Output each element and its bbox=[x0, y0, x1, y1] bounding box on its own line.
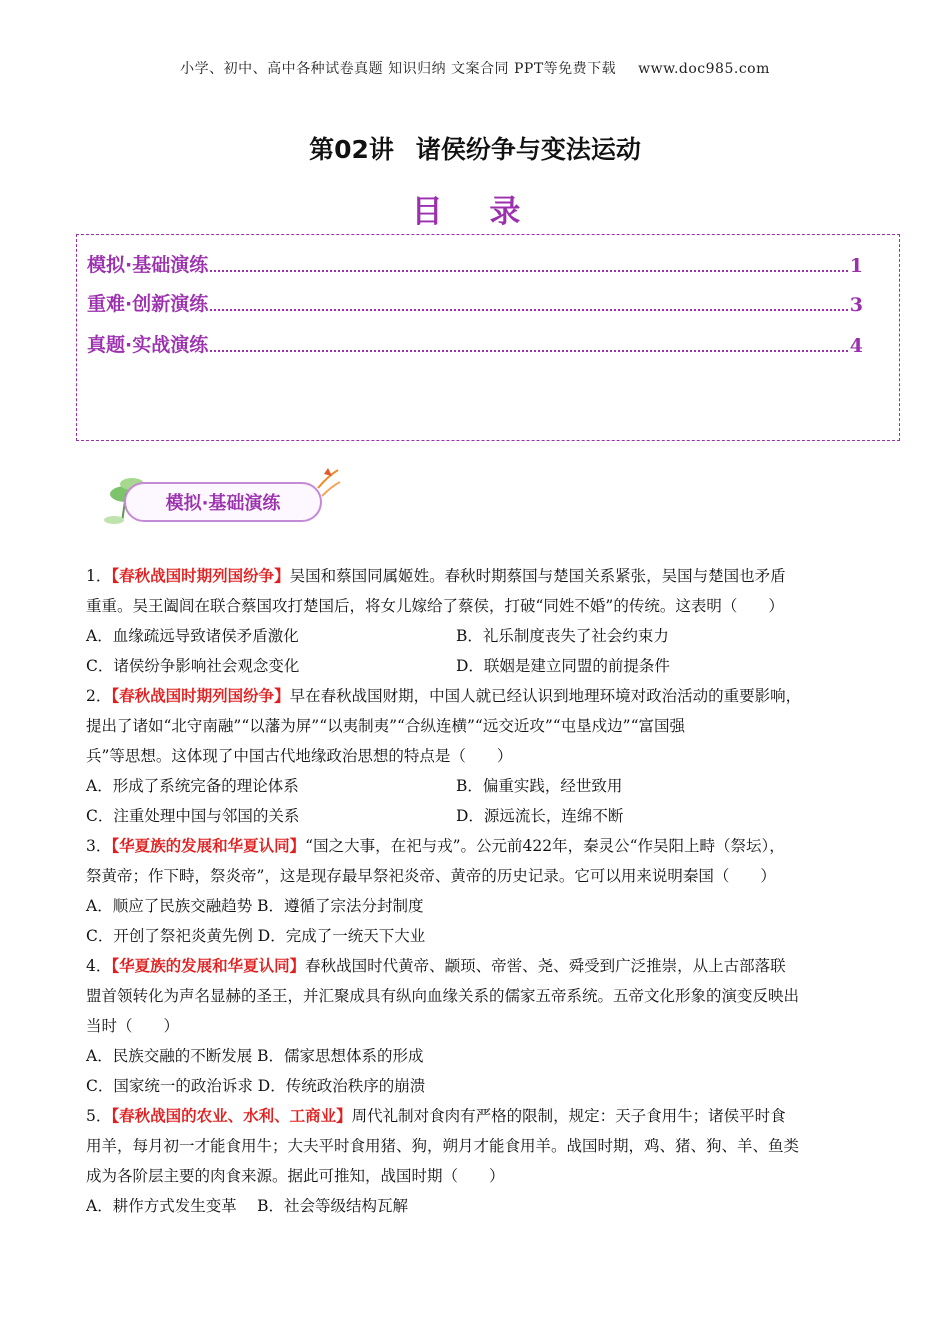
toc-item-label: 模拟·基础演练 bbox=[87, 254, 209, 276]
question-text: 周代礼制对食肉有严格的限制，规定：天子食用牛；诸侯平时食 bbox=[351, 1107, 786, 1125]
option-a-b[interactable]: A．耕作方式发生变革 B．社会等级结构瓦解 bbox=[86, 1197, 409, 1215]
option-row bbox=[86, 651, 876, 681]
option-c[interactable]: C．注重处理中国与邻国的关系 bbox=[86, 807, 300, 825]
question-line bbox=[86, 951, 876, 981]
question-topic-tag: 【华夏族的发展和华夏认同】 bbox=[111, 837, 306, 855]
option-row bbox=[86, 771, 876, 801]
option-row bbox=[86, 891, 876, 921]
question-number: 3． bbox=[86, 837, 112, 855]
option-row bbox=[86, 921, 876, 951]
question-topic-tag: 【春秋战国时期列国纷争】 bbox=[111, 687, 290, 705]
question-topic-tag: 【华夏族的发展和华夏认同】 bbox=[111, 957, 306, 975]
page-header bbox=[0, 58, 950, 78]
option-c-d[interactable]: C．开创了祭祀炎黄先例 D．完成了一统天下大业 bbox=[86, 927, 426, 945]
toc-heading: 目 录 bbox=[411, 194, 539, 230]
option-row bbox=[86, 1041, 876, 1071]
lecture-number: 第02讲 bbox=[309, 135, 394, 164]
question-text: 重重。吴王阖闾在联合蔡国攻打楚国后，将女儿嫁给了蔡侯，打破“同姓不婚”的传统。这表明（ ） bbox=[86, 597, 784, 615]
toc-item-label: 重难·创新演练 bbox=[87, 293, 209, 315]
header-url[interactable]: www.doc985.com bbox=[638, 61, 770, 77]
question-text: 吴国和蔡国同属姬姓。春秋时期蔡国与楚国关系紧张，吴国与楚国也矛盾 bbox=[289, 567, 786, 585]
toc-item-page: 3 bbox=[849, 294, 863, 316]
option-a-b[interactable]: A．顺应了民族交融趋势 B．遵循了宗法分封制度 bbox=[86, 897, 424, 915]
option-c[interactable]: C．诸侯纷争影响社会观念变化 bbox=[86, 657, 300, 675]
question bbox=[86, 951, 876, 1101]
question-text: 祭黄帝；作下畤，祭炎帝”，这是现存最早祭祀炎帝、黄帝的历史记录。它可以用来说明秦国（ ） bbox=[86, 867, 776, 885]
question-list bbox=[86, 561, 876, 1221]
question-number: 1． bbox=[86, 567, 112, 585]
section-label-pill bbox=[124, 482, 322, 522]
question-text: 当时（ ） bbox=[86, 1017, 180, 1035]
section-label: 模拟·基础演练 bbox=[165, 493, 281, 514]
document-title bbox=[0, 130, 950, 166]
question-number: 2． bbox=[86, 687, 112, 705]
section-banner bbox=[96, 462, 346, 528]
question-text: 春秋战国时代黄帝、颛顼、帝喾、尧、舜受到广泛推崇，从上古部落联 bbox=[305, 957, 786, 975]
question-text: 提出了诸如“北守南融”“以藩为屏”“以夷制夷”“合纵连横”“远交近攻”“屯垦戍边”“富国强 bbox=[86, 717, 686, 735]
table-of-contents bbox=[76, 234, 900, 441]
toc-leader-dots bbox=[210, 308, 848, 311]
option-d[interactable]: D．源远流长，连绵不断 bbox=[456, 807, 624, 825]
question-text: 兵”等思想。这体现了中国古代地缘政治思想的特点是（ ） bbox=[86, 747, 513, 765]
option-b[interactable]: B．偏重实践，经世致用 bbox=[456, 777, 623, 795]
question bbox=[86, 831, 876, 951]
option-b[interactable]: B．礼乐制度丧失了社会约束力 bbox=[456, 627, 669, 645]
option-a-b[interactable]: A．民族交融的不断发展 B．儒家思想体系的形成 bbox=[86, 1047, 424, 1065]
lecture-name: 诸侯纷争与变法运动 bbox=[415, 135, 641, 164]
question bbox=[86, 561, 876, 681]
toc-item-page: 1 bbox=[849, 255, 863, 277]
question-line bbox=[86, 681, 876, 711]
toc-item-page: 4 bbox=[849, 335, 863, 357]
question-number: 5． bbox=[86, 1107, 112, 1125]
option-row bbox=[86, 801, 876, 831]
question-line bbox=[86, 561, 876, 591]
toc-leader-dots bbox=[210, 349, 848, 352]
toc-item[interactable] bbox=[87, 290, 863, 316]
question bbox=[86, 681, 876, 831]
header-text: 小学、初中、高中各种试卷真题 知识归纳 文案合同 PPT等免费下载 bbox=[180, 61, 617, 77]
toc-item-label: 真题·实战演练 bbox=[87, 334, 209, 356]
option-d[interactable]: D．联姻是建立同盟的前提条件 bbox=[456, 657, 670, 675]
question bbox=[86, 1101, 876, 1221]
question-text: 用羊，每月初一才能食用牛；大夫平时食用猪、狗，朔月才能食用羊。战国时期，鸡、猪、狗、羊、鱼类 bbox=[86, 1137, 800, 1155]
question-topic-tag: 【春秋战国的农业、水利、工商业】 bbox=[111, 1107, 352, 1125]
toc-item[interactable] bbox=[87, 331, 863, 357]
question-line bbox=[86, 1101, 876, 1131]
option-a[interactable]: A．血缘疏远导致诸侯矛盾激化 bbox=[86, 627, 299, 645]
toc-leader-dots bbox=[210, 269, 848, 272]
toc-item[interactable] bbox=[87, 251, 863, 277]
option-row bbox=[86, 1191, 876, 1221]
option-row bbox=[86, 621, 876, 651]
question-number: 4． bbox=[86, 957, 112, 975]
question-text: “国之大事，在祀与戎”。公元前422年，秦灵公“作吴阳上畤（祭坛）， bbox=[305, 837, 785, 855]
option-a[interactable]: A．形成了系统完备的理论体系 bbox=[86, 777, 299, 795]
question-text: 早在春秋战国财期，中国人就已经认识到地理环境对政治活动的重要影响， bbox=[289, 687, 802, 705]
option-row bbox=[86, 1071, 876, 1101]
question-line bbox=[86, 831, 876, 861]
question-text: 成为各阶层主要的肉食来源。据此可推知，战国时期（ ） bbox=[86, 1167, 505, 1185]
question-text: 盟首领转化为声名显赫的圣王，并汇聚成具有纵向血缘关系的儒家五帝系统。五帝文化形象的演变反映出 bbox=[86, 987, 800, 1005]
option-c-d[interactable]: C．国家统一的政治诉求 D．传统政治秩序的崩溃 bbox=[86, 1077, 426, 1095]
question-topic-tag: 【春秋战国时期列国纷争】 bbox=[111, 567, 290, 585]
